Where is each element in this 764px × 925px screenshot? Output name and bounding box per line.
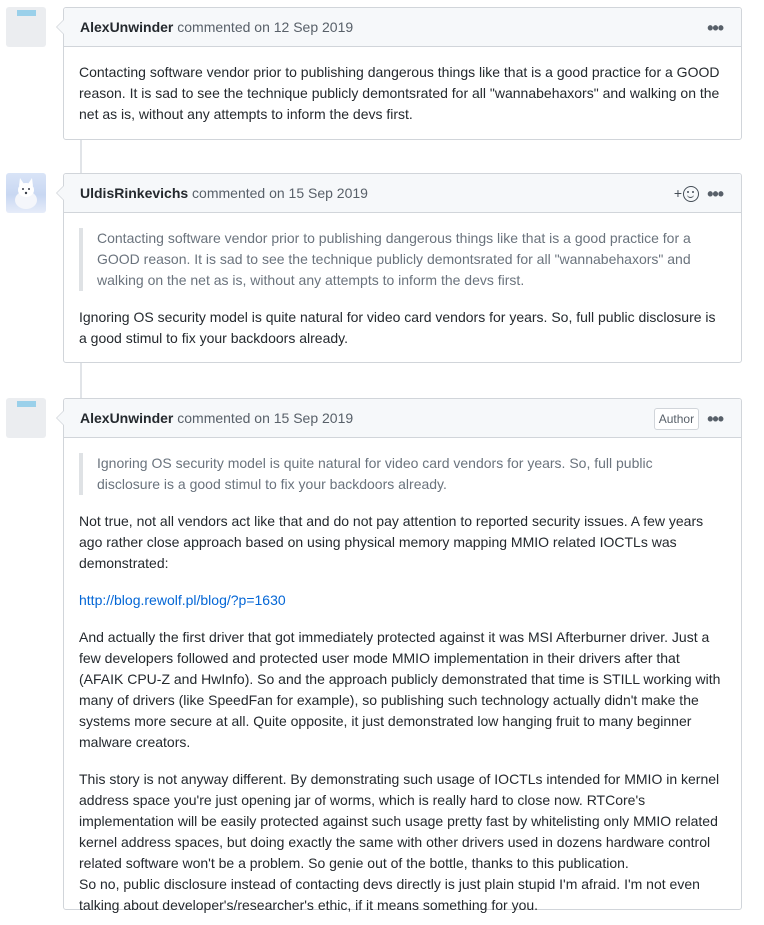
timeline-connector xyxy=(80,363,82,398)
comment-actions xyxy=(707,8,723,47)
quoted-reply: Contacting software vendor prior to publishing dangerous things like that is a good practice for a GOOD reason. It is sad to see the technique publicly demontsrated for all "wannabehaxors" and walking on the net as is, without any attempts to inform the devs first. xyxy=(79,228,726,291)
header-caret xyxy=(56,19,64,35)
timeline-connector xyxy=(80,140,82,174)
comment-text: So no, public disclosure instead of contacting devs directly is just plain stupid I'm afraid. I'm not even talking about developer's/researcher's ethic, if it means something for you. xyxy=(79,876,700,913)
comment xyxy=(63,7,742,140)
more-options-icon[interactable]: ••• xyxy=(707,183,723,204)
avatar[interactable] xyxy=(6,398,46,438)
comment-header xyxy=(64,399,741,438)
header-caret xyxy=(56,410,64,426)
comment-timestamp[interactable]: commented on 15 Sep 2019 xyxy=(192,185,368,201)
comment-author[interactable]: UldisRinkevichs xyxy=(80,185,189,201)
comment-body xyxy=(64,438,741,925)
more-options-icon[interactable]: ••• xyxy=(707,17,723,38)
add-reaction-button[interactable] xyxy=(674,174,699,213)
comment-paragraph xyxy=(79,769,726,916)
blog-link[interactable]: http://blog.rewolf.pl/blog/?p=1630 xyxy=(79,592,286,608)
comment xyxy=(63,173,742,363)
avatar[interactable] xyxy=(6,7,46,47)
comment-actions xyxy=(654,399,723,438)
comment-paragraph: And actually the first driver that got immediately protected against it was MSI Afterburner driver. Just a few developers followed and protected user mode MMIO implementation in their drivers after that (AFAIK CPU-Z and HwInfo). So and the approach publicly demonstrated that time is STILL working with many of drivers (like SpeedFan for example), so publishing such technology actually didn't make the systems more secure at all. Quite opposite, it just demonstrated low hanging fruit to many beginner malware creators. xyxy=(79,629,721,750)
comment-header xyxy=(64,174,741,213)
arctic-fox-icon xyxy=(6,173,46,213)
comment-timestamp[interactable]: commented on 12 Sep 2019 xyxy=(177,19,354,35)
comment-text: This story is not anyway different. By demonstrating such usage of IOCTLs intended for MMIO in kernel address space you're just opening jar of worms, which is really hard to close now. RTCore's implementation will be easily protected against such usage pretty fast by whitelisting only MMIO related kernel address spaces, but doing exactly the same with other drivers used in dozens hardware control related software won't be a problem. So genie out of the bottle, thanks to this publication. xyxy=(79,771,720,871)
more-options-icon[interactable]: ••• xyxy=(707,408,723,429)
author-badge: Author xyxy=(654,408,699,430)
comment-body xyxy=(64,213,741,365)
comment-author[interactable]: AlexUnwinder xyxy=(80,410,174,426)
plus-icon: + xyxy=(673,185,683,201)
quoted-reply: Ignoring OS security model is quite natural for video card vendors for years. So, full public disclosure is a good stimul to fix your backdoors already. xyxy=(79,453,726,495)
avatar-pattern xyxy=(17,401,36,407)
comment xyxy=(63,398,742,913)
header-caret xyxy=(56,185,64,201)
smiley-icon xyxy=(683,186,699,202)
comment-header xyxy=(64,8,741,47)
comment-paragraph: Contacting software vendor prior to publishing dangerous things like that is a good practice for a GOOD reason. It is sad to see the technique publicly demontsrated for all "wannabehaxors" and walking on the net as is, without any attempts to inform the devs first. xyxy=(79,64,720,122)
comment-paragraph: Ignoring OS security model is quite natural for video card vendors for years. So, full public disclosure is a good stimul to fix your backdoors already. xyxy=(79,309,716,346)
comment-author[interactable]: AlexUnwinder xyxy=(80,19,174,35)
avatar-pattern xyxy=(17,10,36,16)
comment-body xyxy=(64,47,741,141)
comment-paragraph: Not true, not all vendors act like that and do not pay attention to reported security issues. A few years ago rather close approach based on using physical memory mapping MMIO related IOCTLs was demonstrated: xyxy=(79,513,704,571)
comment-timestamp[interactable]: commented on 15 Sep 2019 xyxy=(177,410,354,426)
comment-actions xyxy=(674,174,723,213)
avatar[interactable] xyxy=(6,173,46,213)
link-paragraph xyxy=(79,590,726,611)
